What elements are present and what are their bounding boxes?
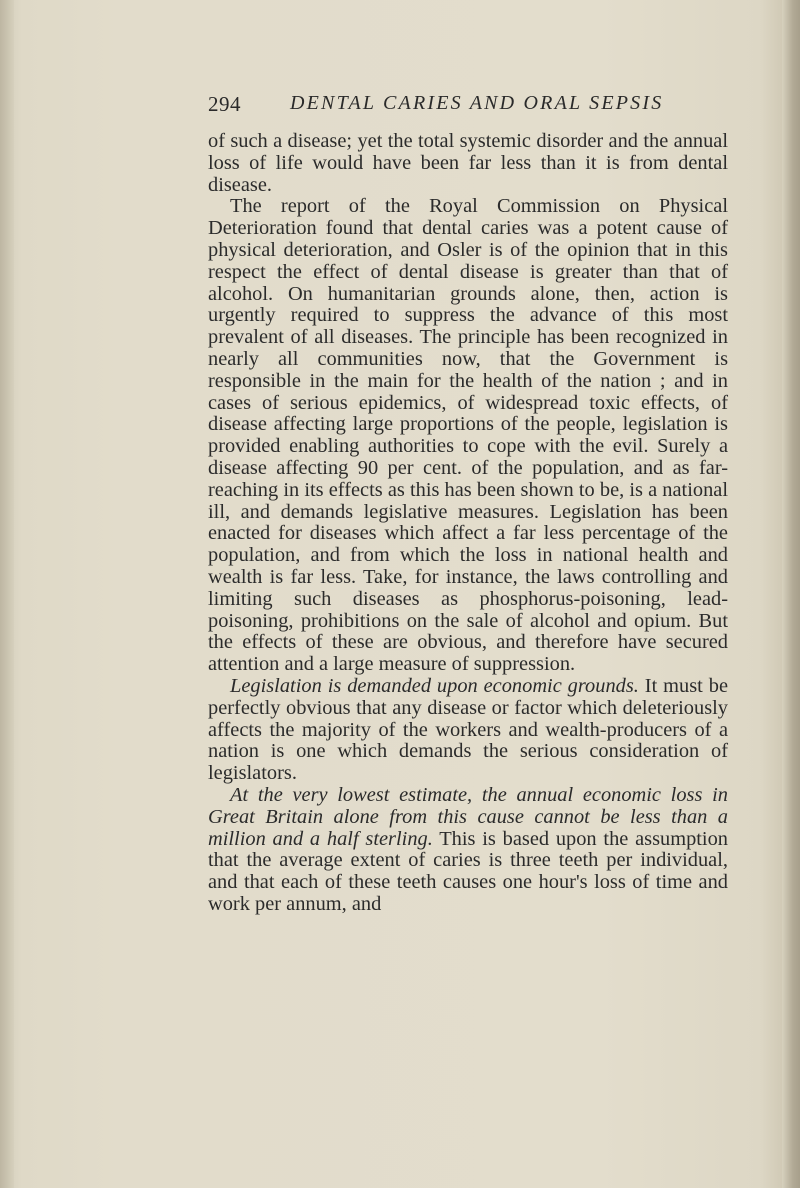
paragraph-3-italic-lead: Legislation is demanded upon economic grounds.	[230, 674, 639, 697]
paragraph-1: of such a disease; yet the total systemic disorder and the annual loss of life would have been far less than it is from dental disease.	[208, 130, 728, 196]
paragraph-3-text: It must be perfectly obvious that any disease or factor which deleteriously affects the majority of the workers and wealth-producers of a nation is one which demands the serious consideration of legislators.	[208, 674, 728, 785]
page-header	[208, 92, 728, 122]
page-right-edge	[782, 0, 800, 1188]
paragraph-3	[208, 676, 728, 785]
page-left-edge	[0, 0, 14, 1188]
running-title: DENTAL CARIES AND ORAL SEPSIS	[290, 92, 664, 114]
paragraph-4-italic-lead: At the very lowest estimate, the annual economic loss in Great Britain alone from this cause cannot be less than a million and a half sterling.	[208, 783, 728, 850]
paragraph-2: The report of the Royal Commission on Physical Deterioration found that dental caries was a potent cause of physical deterioration, and Osler is of the opinion that in this respect the effect of dental disease is greater than that of alcohol. On humanitarian grounds alone, then, action is urgently required to suppress the advance of this most prevalent of all diseases. The principle has been recognized in nearly all communities now, that the Government is responsible in the main for the health of the nation ; and in cases of serious epidemics, of widespread toxic effects, of disease affecting large proportions of the people, legislation is provided enabling authorities to cope with the evil. Surely a disease affecting 90 per cent. of the population, and as far-reaching in its effects as this has been shown to be, is a national ill, and demands legislative measures. Legislation has been enacted for diseases which affect a far less percentage of the population, and from which the loss in national health and wealth is far less. Take, for instance, the laws controlling and limiting such diseases as phosphorus-poisoning, lead-poisoning, prohibitions on the sale of alcohol and opium. But the effects of these are obvious, and therefore have secured attention and a large measure of suppression.	[208, 195, 728, 676]
body-text	[208, 131, 728, 916]
paragraph-4	[208, 785, 728, 916]
page-number: 294	[208, 92, 241, 116]
paragraph-4-text: This is based upon the assumption that the average extent of caries is three teeth per individual, and that each of these teeth causes one hour's loss of time and work per annum, and	[208, 827, 728, 915]
